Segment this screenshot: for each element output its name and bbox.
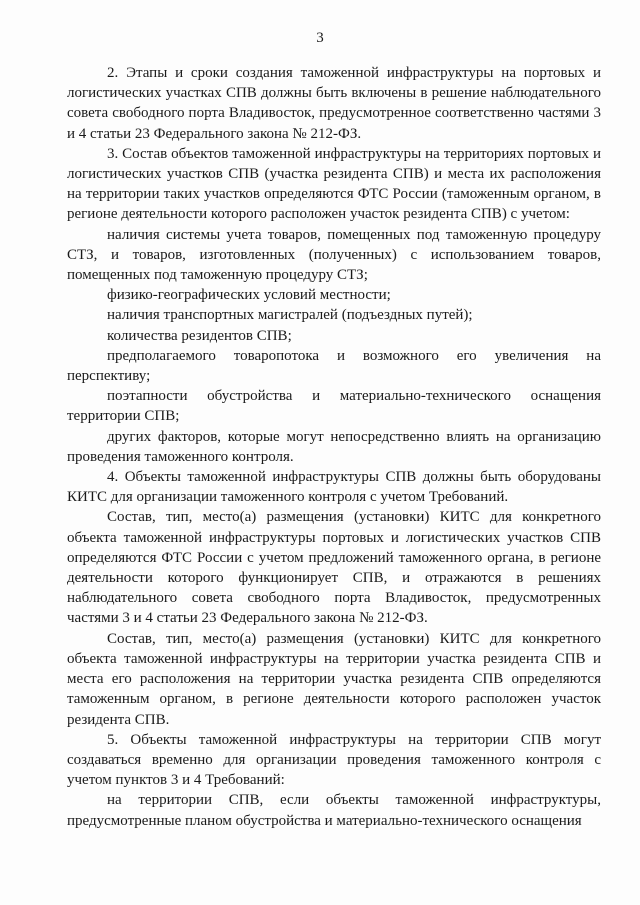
list-item: поэтапности обустройства и материально-технического оснащения территории СПВ; [67,388,601,425]
page-number: 3 [316,30,324,46]
paragraph-4-equipment: 4. Объекты таможенной инфраструктуры СПВ должны быть оборудованы КИТС для организации таможенного контроля с учетом Требований. [67,469,601,506]
list-item: количества резидентов СПВ; [107,327,292,344]
document-body [67,63,601,831]
paragraph-3-composition: 3. Состав объектов таможенной инфраструктуры на территориях портовых и логистических участков СПВ (участка резидента СПВ) и места их расположения на территории таких участков определяются ФТС России (таможенным органом, в регионе деятельности которого расположен участок резидента СПВ) с учетом: [67,145,601,223]
list-item: предполагаемого товаропотока и возможного его увеличения на перспективу; [67,347,601,385]
paragraph-kits-resident-area: Состав, тип, место(а) размещения (установки) КИТС для конкретного объекта таможенной инфраструктуры на территории участка резидента СПВ и места его расположения на территории участка резидента СПВ определяются таможенным органом, в регионе деятельности которого расположен участок резидента СПВ. [67,630,601,728]
list-item: на территории СПВ, если объекты таможенной инфраструктуры, предусмотренные планом обустройства и материально-технического оснащения [67,792,601,829]
list-item: физико-географических условий местности; [107,287,391,304]
list-item: наличия транспортных магистралей (подъездных путей); [107,307,473,324]
paragraph-kits-port-areas: Состав, тип, место(а) размещения (установки) КИТС для конкретного объекта таможенной инфраструктуры портовых и логистических участков СПВ определяются ФТС России с учетом предложений таможенного органа, в регионе деятельности которого функционирует СПВ, и отражаются в решениях наблюдательного совета свободного порта Владивосток, предусмотренных частями 3 и 4 статьи 23 Федерального закона № 212-ФЗ. [67,509,601,627]
paragraph-5-temporary: 5. Объекты таможенной инфраструктуры на территории СПВ могут создаваться временно для организации проведения таможенного контроля с учетом пунктов 3 и 4 Требований: [67,731,601,789]
paragraph-2-stages: 2. Этапы и сроки создания таможенной инфраструктуры на портовых и логистических участках СПВ должны быть включены в решение наблюдательного совета свободного порта Владивосток, предусмотренное соответственно частями 3 и 4 статьи 23 Федерального закона № 212-ФЗ. [67,65,601,142]
list-item: других факторов, которые могут непосредственно влиять на организацию проведения таможенного контроля. [67,428,601,465]
list-item: наличия системы учета товаров, помещенных под таможенную процедуру СТЗ, и товаров, изготовленных (полученных) с использованием товаров, помещенных под таможенную процедуру СТЗ; [67,226,601,284]
